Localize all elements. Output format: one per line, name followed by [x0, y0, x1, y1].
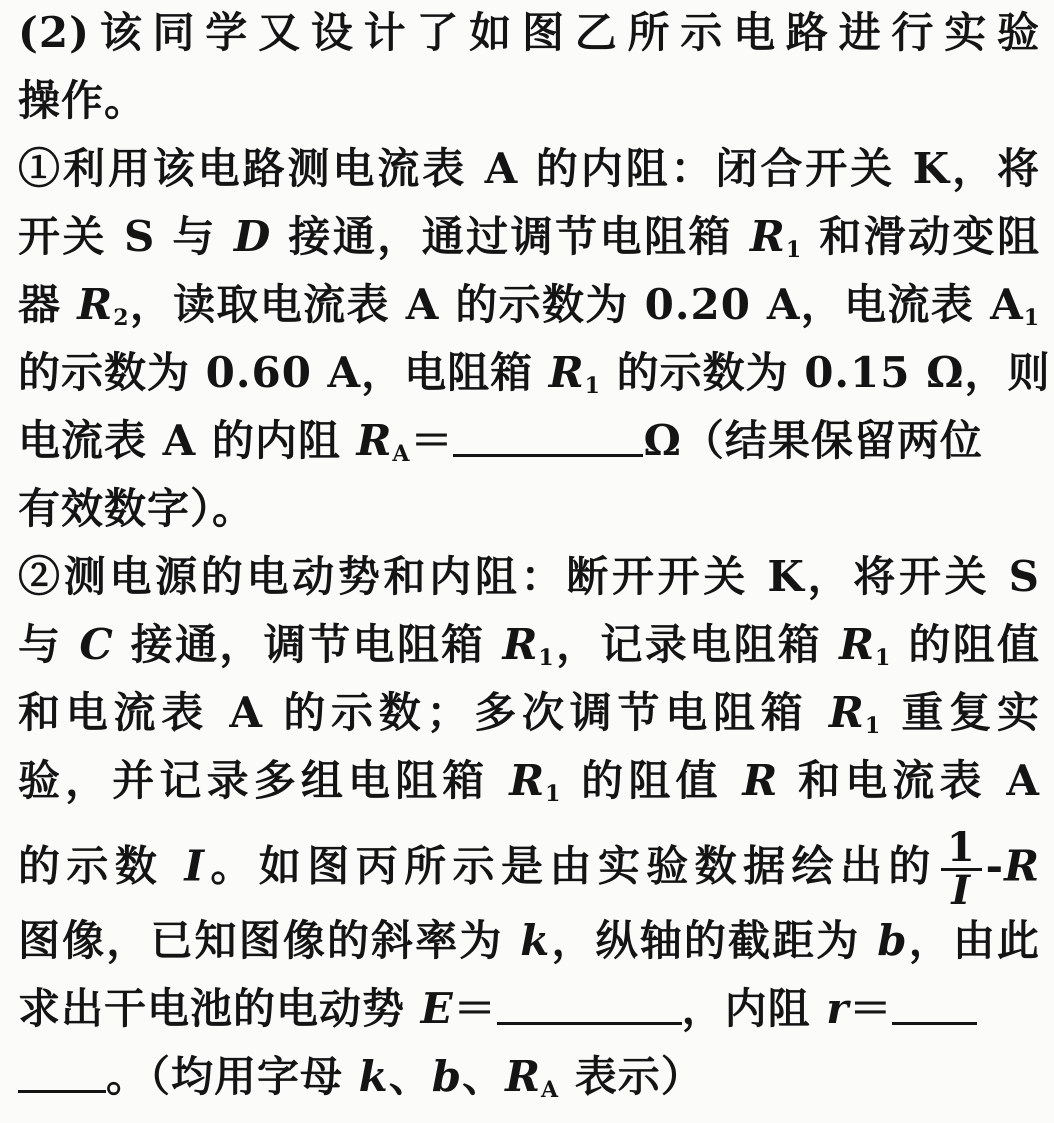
answer-blank-r-part1[interactable] — [892, 988, 977, 1025]
subscript: 1 — [584, 373, 601, 399]
var: R — [356, 416, 393, 465]
text: Ω（结果保留两位 — [643, 416, 983, 465]
text: 接通，通过调节电阻箱 — [271, 212, 750, 261]
text: 验，并记录多组电阻箱 — [18, 756, 510, 805]
subscript: 1 — [785, 237, 803, 263]
subscript: 1 — [864, 713, 882, 739]
text-line-11 — [18, 684, 1040, 742]
var: R — [749, 212, 786, 261]
text: ，读取电流表 A 的示数为 0.20 A，电流表 A — [129, 280, 1024, 329]
subscript: 1 — [875, 645, 892, 671]
text: 、 — [462, 1052, 506, 1101]
fraction-one-over-i — [941, 824, 982, 914]
text: 的示数为 0.15 Ω，则 — [600, 348, 1051, 397]
text-line-9 — [18, 548, 1040, 606]
var: k — [520, 916, 551, 965]
text-line-14 — [18, 912, 1040, 970]
var: R — [1004, 841, 1040, 891]
numerator: 1 — [941, 828, 982, 871]
text: 和电流表 A — [778, 756, 1040, 805]
answer-blank-r-part2[interactable] — [18, 1056, 106, 1093]
text: 图像，已知图像的斜率为 — [18, 916, 521, 965]
text: 开关 S 与 — [18, 212, 234, 261]
text-line-10 — [18, 616, 1040, 674]
var: R — [548, 348, 585, 397]
text-line-12 — [18, 752, 1040, 810]
var: D — [233, 212, 272, 261]
text-line-6 — [18, 344, 1051, 402]
text: ，由此 — [907, 916, 1040, 965]
var: R — [505, 1052, 542, 1101]
subscript: 1 — [1023, 305, 1040, 331]
text: 器 — [18, 280, 78, 329]
text: ，记录电阻箱 — [554, 620, 840, 669]
text: 接通，调节电阻箱 — [113, 620, 503, 669]
subscript: A — [392, 441, 411, 467]
text: ＝ — [849, 984, 893, 1033]
text-line-8 — [18, 480, 1040, 538]
text: 的示数 — [18, 841, 185, 891]
text-line-1 — [18, 4, 1040, 62]
text-line-7 — [18, 412, 1040, 470]
answer-blank-ra[interactable] — [453, 420, 643, 457]
text: 重复实 — [881, 688, 1040, 737]
text: ，纵轴的截距为 — [550, 916, 878, 965]
text: 操作。 — [18, 76, 148, 125]
text-line-3 — [18, 140, 1040, 198]
text: ①利用该电路测电流表 A 的内阻：闭合开关 K，将 — [18, 144, 1040, 193]
text-line-15 — [18, 980, 1040, 1038]
var: r — [826, 984, 850, 1033]
text: 。如图丙所示是由实验数据绘出的 — [204, 841, 937, 891]
var: R — [828, 688, 865, 737]
denominator: I — [951, 867, 972, 914]
subscript: 2 — [113, 305, 130, 331]
text-line-5 — [18, 276, 1040, 334]
text: 的阻值 — [891, 620, 1041, 669]
var: R — [509, 756, 546, 805]
text: - — [985, 841, 1005, 891]
var: k — [358, 1052, 389, 1101]
text: 求出干电池的电动势 — [18, 984, 421, 1033]
text: 与 — [18, 620, 80, 669]
subscript: 1 — [545, 781, 562, 807]
text-line-2 — [18, 72, 1040, 130]
text: 。（均用字母 — [106, 1052, 359, 1101]
var: R — [839, 620, 876, 669]
text: 和滑动变阻 — [802, 212, 1040, 261]
text: 、 — [388, 1052, 432, 1101]
subscript: A — [541, 1077, 560, 1103]
text: ，内阻 — [681, 984, 827, 1033]
text: ＝ — [453, 984, 497, 1033]
text: ＝ — [410, 416, 454, 465]
text: 的示数为 0.60 A，电阻箱 — [18, 348, 549, 397]
text: (2)该同学又设计了如图乙所示电路进行实验 — [18, 8, 1040, 57]
text: 有效数字）。 — [18, 484, 256, 533]
text-line-13 — [18, 824, 1040, 914]
var: b — [877, 916, 908, 965]
text: 的阻值 — [561, 756, 743, 805]
answer-blank-e[interactable] — [497, 988, 682, 1025]
var: b — [431, 1052, 463, 1101]
text-line-16 — [18, 1048, 1040, 1106]
var: R — [742, 756, 779, 805]
subscript: 1 — [538, 645, 555, 671]
text-line-4 — [18, 208, 1040, 266]
var: C — [79, 620, 114, 669]
var: R — [502, 620, 539, 669]
var: I — [184, 841, 205, 891]
var: E — [420, 984, 454, 1033]
text: 表示） — [559, 1052, 704, 1101]
text: ②测电源的电动势和内阻：断开开关 K，将开关 S — [18, 552, 1040, 601]
text: 电流表 A 的内阻 — [18, 416, 357, 465]
var: R — [77, 280, 114, 329]
text: 和电流表 A 的示数；多次调节电阻箱 — [18, 688, 829, 737]
